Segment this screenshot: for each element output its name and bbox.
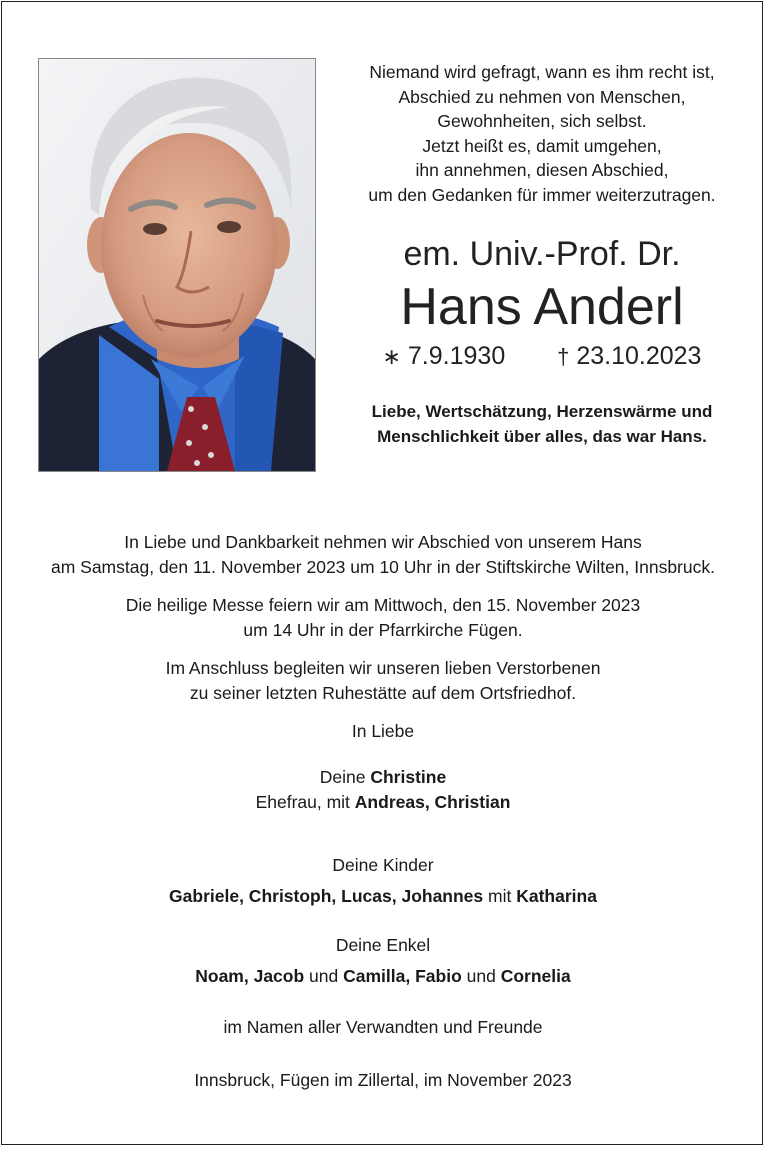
children-partner: Katharina — [516, 886, 597, 906]
grandchildren-block — [2, 933, 764, 989]
farewell-line: am Samstag, den 11. November 2023 um 10 Uhr in der Stiftskirche Wilten, Innsbruck. — [50, 557, 715, 577]
wife-line2-prefix: Ehefrau, mit — [255, 792, 355, 812]
poem — [332, 60, 752, 207]
mass-line: um 14 Uhr in der Pfarrkirche Fügen. — [243, 620, 523, 640]
grandchildren-names-3: Cornelia — [500, 966, 571, 986]
relatives-block — [2, 1015, 764, 1040]
children-heading: Deine Kinder — [332, 855, 434, 875]
death-date: 23.10.2023 — [576, 342, 702, 370]
life-dates — [332, 340, 752, 373]
in-love — [2, 719, 764, 744]
poem-line: ihn annehmen, diesen Abschied, — [415, 160, 669, 180]
portrait-photo — [38, 58, 316, 472]
place-date-block — [2, 1068, 764, 1093]
burial-line: zu seiner letzten Ruhestätte auf dem Ortsfriedhof. — [189, 683, 577, 703]
motto-line: Menschlichkeit über alles, das war Hans. — [377, 427, 707, 446]
wife-prefix: Deine — [319, 767, 371, 787]
poem-line: Niemand wird gefragt, wann es ihm recht ist, — [369, 62, 715, 82]
wife-family-line — [2, 790, 764, 815]
farewell-line: In Liebe und Dankbarkeit nehmen wir Abschied von unserem Hans — [124, 532, 642, 552]
relatives-text: im Namen aller Verwandten und Freunde — [223, 1017, 543, 1037]
in-love-text: In Liebe — [351, 721, 415, 741]
header-text — [332, 60, 752, 449]
announcement-body — [2, 530, 764, 1093]
grandchildren-names-1: Noam, Jacob — [195, 966, 305, 986]
birth-date: 7.9.1930 — [407, 342, 506, 370]
motto-line: Liebe, Wertschätzung, Herzenswärme und — [371, 402, 713, 421]
deceased-name: Hans Anderl — [400, 278, 684, 336]
burial-text — [2, 656, 764, 706]
grandchildren-and-2: und — [461, 966, 501, 986]
wife-line2-names: Andreas, Christian — [354, 792, 511, 812]
mass-text — [2, 593, 764, 643]
poem-line: Gewohnheiten, sich selbst. — [437, 111, 647, 131]
grandchildren-and-1: und — [304, 966, 344, 986]
death-cross-icon: † — [557, 344, 570, 369]
children-line — [2, 884, 764, 909]
wife-line — [2, 765, 764, 790]
poem-line: Jetzt heißt es, damit umgehen, — [422, 135, 662, 156]
mass-line: Die heilige Messe feiern wir am Mittwoch, den 15. November 2023 — [125, 595, 641, 615]
burial-line: Im Anschluss begleiten wir unseren lieben Verstorbenen — [165, 658, 601, 678]
grandchildren-names-2: Camilla, Fabio — [343, 966, 462, 986]
poem-line: Abschied zu nehmen von Menschen, — [398, 86, 686, 107]
obituary-card — [1, 1, 763, 1145]
grandchildren-heading: Deine Enkel — [335, 935, 431, 955]
academic-title: em. Univ.-Prof. Dr. — [403, 235, 681, 273]
wife-name: Christine — [370, 767, 447, 787]
grandchildren-line — [2, 964, 764, 989]
motto — [332, 399, 752, 449]
farewell-text — [2, 530, 764, 580]
poem-line: um den Gedanken für immer weiterzutragen. — [368, 184, 716, 205]
birth-star-icon: ∗ — [382, 344, 401, 369]
children-names: Gabriele, Christoph, Lucas, Johannes — [169, 886, 484, 906]
children-connector: mit — [483, 886, 517, 906]
wife-block — [2, 765, 764, 815]
children-block — [2, 853, 764, 909]
place-date: Innsbruck, Fügen im Zillertal, im November 2023 — [194, 1070, 572, 1090]
